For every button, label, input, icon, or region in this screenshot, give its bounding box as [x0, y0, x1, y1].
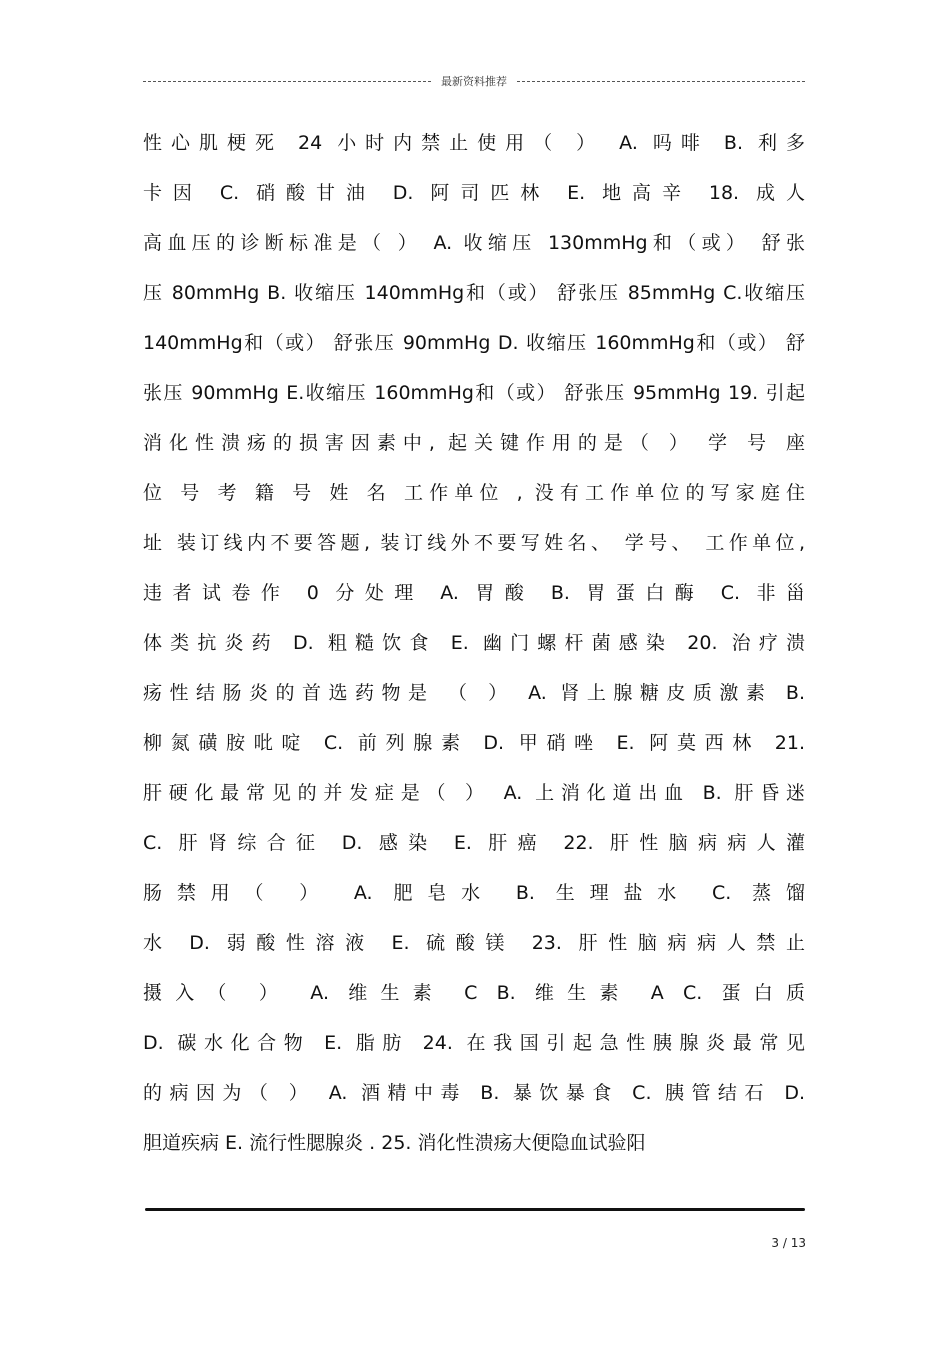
text-line: 性心肌梗死 24 小时内禁止使用（ ） A. 吗啡 B. 利多: [143, 132, 805, 154]
header-right-dashed-rule: [517, 81, 805, 82]
text-line: 消化性溃疡的损害因素中, 起关键作用的是（ ） 学 号 座: [143, 432, 805, 454]
text-line: 张压 90mmHg E.收缩压 160mmHg和（或） 舒张压 95mmHg 19. 引起: [143, 382, 805, 404]
text-line: 压 80mmHg B. 收缩压 140mmHg和（或） 舒张压 85mmHg C.收缩压: [143, 282, 805, 304]
text-line: 体类抗炎药 D. 粗糙饮食 E. 幽门螺杆菌感染 20. 治疗溃: [143, 632, 805, 654]
text-line: 违者试卷作 0 分处理 A. 胃酸 B. 胃蛋白酶 C. 非甾: [143, 582, 805, 604]
text-line: 摄入（ ） A. 维生素 C B. 维生素 A C. 蛋白质: [143, 982, 805, 1004]
page-number: 3 / 13: [771, 1236, 806, 1250]
text-line: 柳氮磺胺吡啶 C. 前列腺素 D. 甲硝唑 E. 阿莫西林 21.: [143, 732, 805, 754]
page-header: [143, 72, 805, 90]
text-line: 位 号 考 籍 号 姓 名 工作单位 , 没有工作单位的写家庭住: [143, 482, 805, 504]
footer-rule: [145, 1208, 805, 1211]
exam-question-text: [143, 118, 805, 1168]
text-line: 卡因 C. 硝酸甘油 D. 阿司匹林 E. 地高辛 18. 成人: [143, 182, 805, 204]
text-line: 疡性结肠炎的首选药物是 （ ） A. 肾上腺糖皮质激素 B.: [143, 682, 805, 704]
header-left-dashed-rule: [143, 81, 431, 82]
header-title: 最新资料推荐: [441, 75, 507, 88]
text-line: 肠禁用（ ） A. 肥皂水 B. 生理盐水 C. 蒸馏: [143, 882, 805, 904]
text-line: 址 装订线内不要答题, 装订线外不要写姓名、 学号、 工作单位,: [143, 532, 805, 554]
text-line: C. 肝肾综合征 D. 感染 E. 肝癌 22. 肝性脑病病人灌: [143, 832, 805, 854]
text-line: 肝硬化最常见的并发症是（ ） A. 上消化道出血 B. 肝昏迷: [143, 782, 805, 804]
text-line: 胆道疾病 E. 流行性腮腺炎 . 25. 消化性溃疡大便隐血试验阳: [143, 1132, 646, 1154]
text-line: D. 碳水化合物 E. 脂肪 24. 在我国引起急性胰腺炎最常见: [143, 1032, 805, 1054]
text-line: 140mmHg和（或） 舒张压 90mmHg D. 收缩压 160mmHg和（或） 舒: [143, 332, 805, 354]
text-line: 高血压的诊断标准是（ ） A. 收缩压 130mmHg和（或） 舒张: [143, 232, 805, 254]
text-line: 水 D. 弱酸性溶液 E. 硫酸镁 23. 肝性脑病病人禁止: [143, 932, 805, 954]
text-line: 的病因为（ ） A. 酒精中毒 B. 暴饮暴食 C. 胰管结石 D.: [143, 1082, 805, 1104]
